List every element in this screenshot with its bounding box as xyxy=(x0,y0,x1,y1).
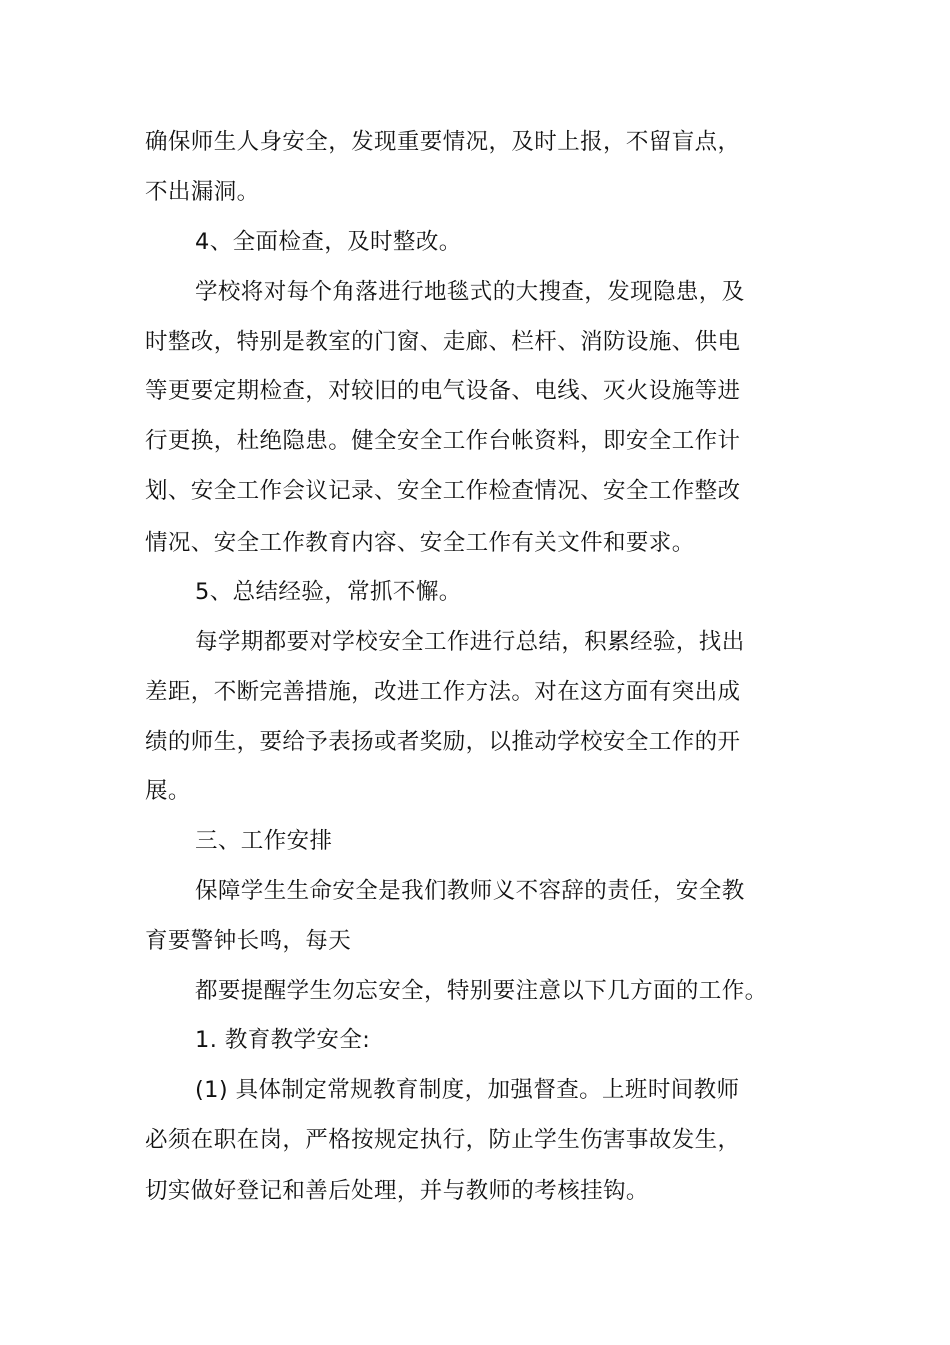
section-heading: 5、总结经验，常抓不懈。 xyxy=(195,579,462,605)
text-line: 育要警钟长鸣，每天 xyxy=(145,928,352,954)
paragraph-start: (1) 具体制定常规教育制度，加强督查。上班时间教师 xyxy=(195,1077,740,1103)
section-heading: 三、工作安排 xyxy=(195,828,333,854)
text-line: 必须在职在岗，严格按规定执行，防止学生伤害事故发生， xyxy=(145,1127,741,1153)
text-line: 时整改，特别是教室的门窗、走廊、栏杆、消防设施、供电 xyxy=(145,329,741,355)
paragraph-start: 学校将对每个角落进行地毯式的大搜查，发现隐患，及 xyxy=(195,279,745,305)
text-line: 切实做好登记和善后处理，并与教师的考核挂钩。 xyxy=(145,1178,649,1204)
text-line: 行更换，杜绝隐患。健全安全工作台帐资料，即安全工作计 xyxy=(145,428,741,454)
text-line: 确保师生人身安全，发现重要情况，及时上报，不留盲点， xyxy=(145,129,741,155)
paragraph-start: 每学期都要对学校安全工作进行总结，积累经验，找出 xyxy=(195,629,745,655)
text-line: 差距，不断完善措施，改进工作方法。对在这方面有突出成 xyxy=(145,679,741,705)
section-heading: 4、全面检查，及时整改。 xyxy=(195,229,462,255)
text-line: 不出漏洞。 xyxy=(145,179,260,205)
text-line: 绩的师生，要给予表扬或者奖励，以推动学校安全工作的开 xyxy=(145,729,741,755)
paragraph-start: 保障学生生命安全是我们教师义不容辞的责任，安全教 xyxy=(195,878,745,904)
text-line: 情况、安全工作教育内容、安全工作有关文件和要求。 xyxy=(145,530,695,556)
paragraph-start: 都要提醒学生勿忘安全，特别要注意以下几方面的工作。 xyxy=(195,978,768,1004)
section-heading: 1. 教育教学安全: xyxy=(195,1027,371,1053)
text-line: 等更要定期检查，对较旧的电气设备、电线、灭火设施等进 xyxy=(145,378,741,404)
text-line: 划、安全工作会议记录、安全工作检查情况、安全工作整改 xyxy=(145,478,741,504)
text-line: 展。 xyxy=(145,778,191,804)
